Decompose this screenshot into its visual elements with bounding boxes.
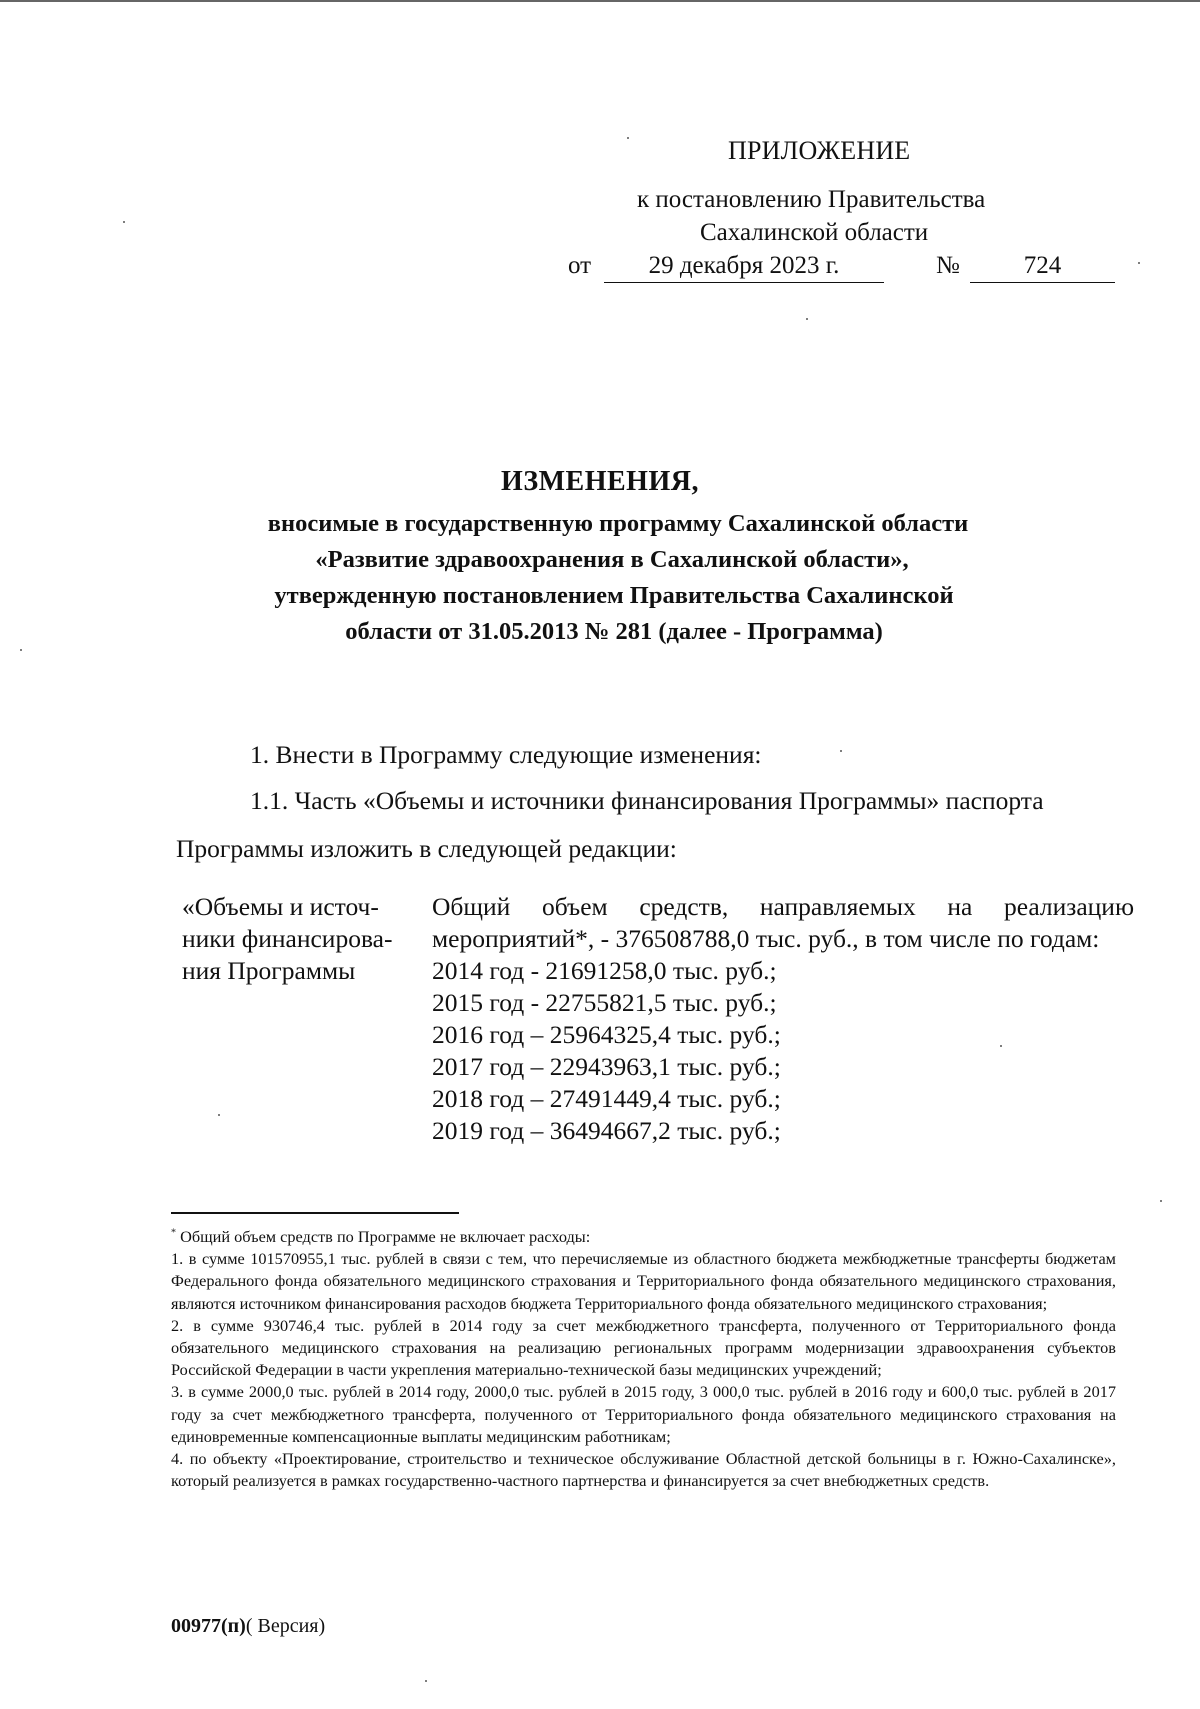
resolution-number: 724 (970, 252, 1115, 283)
footnote (171, 1226, 1116, 1492)
scan-speck (806, 318, 808, 320)
document-version: ( Версия) (245, 1615, 326, 1637)
number-label: № (936, 252, 960, 279)
document-code (171, 1615, 325, 1638)
heading-line-2: «Развитие здравоохранения в Сахалинской области», (315, 546, 909, 573)
resolution-date: 29 декабря 2023 г. (604, 252, 884, 283)
scan-speck (1000, 1045, 1002, 1047)
heading-line-1: вносимые в государственную программу Сахалинской области (267, 510, 969, 537)
financing-year: 2016 год – 25964325,4 тыс. руб.; (432, 1020, 781, 1049)
heading-line-3: утвержденную постановлением Правительства Сахалинской (274, 582, 954, 609)
financing-year: 2015 год - 22755821,5 тыс. руб.; (432, 988, 777, 1017)
scan-speck (1138, 262, 1140, 264)
paragraph-1-1: 1.1. Часть «Объемы и источники финансирования Программы» паспорта (250, 786, 1044, 815)
footnote-separator (171, 1212, 459, 1214)
scan-speck (425, 1680, 427, 1682)
from-label: от (568, 252, 592, 279)
scan-speck (123, 221, 125, 223)
financing-total: Общий объем средств, направляемых на реализацию мероприятий*, - 376508788,0 тыс. руб., в том числе по годам: (432, 892, 1134, 953)
scan-top-edge (0, 0, 1200, 2)
scan-speck (840, 750, 842, 752)
footnote-item: 3. в сумме 2000,0 тыс. рублей в 2014 году, 2000,0 тыс. рублей в 2015 году, 3 000,0 тыс. рублей в 2016 году и 600,0 тыс. рублей в 2017 году за счет межбюджетного трансферта, полученного от Территориального фонда обязательного медицинского страхования на единовременные компенсационные выплаты медицинским работникам; (171, 1382, 1116, 1446)
heading-line-4: области от 31.05.2013 № 281 (далее - Программа) (345, 618, 883, 645)
document-code-number: 00977(п) (171, 1615, 246, 1637)
financing-label (182, 891, 412, 987)
footnote-intro-text: Общий объем средств по Программе не включает расходы: (176, 1227, 591, 1246)
financing-year: 2018 год – 27491449,4 тыс. руб.; (432, 1084, 781, 1113)
appendix-line-2: Сахалинской области (700, 219, 929, 246)
financing-label-line: ники финансирова- (182, 924, 393, 953)
financing-label-line: «Объемы и источ- (182, 892, 379, 921)
footnote-marker: * (171, 1227, 176, 1239)
financing-section (182, 891, 1134, 1191)
financing-year: 2019 год – 36494667,2 тыс. руб.; (432, 1116, 781, 1145)
appendix-line-1: к постановлению Правительства (637, 186, 986, 213)
financing-content (432, 891, 1134, 1147)
footnote-item: 4. по объекту «Проектирование, строительство и техническое обслуживание Областной детской больницы в г. Южно-Сахалинске», который реализуется в рамках государственно-частного партнерства и финансируется за счет внебюджетных средств. (171, 1449, 1116, 1491)
footnote-intro (171, 1226, 1116, 1248)
footnote-item: 2. в сумме 930746,4 тыс. рублей в 2014 году за счет межбюджетного трансферта, полученного от Территориального фонда обязательного медицинского страхования на реализацию региональных программ модернизации здравоохранения субъектов Российской Федерации в части укрепления материально-технической базы медицинских учреждений; (171, 1315, 1116, 1380)
financing-year: 2017 год – 22943963,1 тыс. руб.; (432, 1052, 781, 1081)
scan-speck (20, 649, 22, 651)
financing-label-line: ния Программы (182, 956, 356, 985)
paragraph-1: 1. Внести в Программу следующие изменения: (250, 740, 762, 769)
document-heading: ИЗМЕНЕНИЯ, (501, 466, 699, 497)
scan-speck (627, 137, 629, 139)
financing-year: 2014 год - 21691258,0 тыс. руб.; (432, 956, 777, 985)
footnote-item: 1. в сумме 101570955,1 тыс. рублей в связи с тем, что перечисляемые из областного бюджета межбюджетные трансферты бюджетам Федерального фонда обязательного медицинского страхования и Территориального фонда обязательного медицинского страхования, являются источником финансирования расходов бюджета Территориального фонда обязательного медицинского страхования; (171, 1249, 1116, 1313)
paragraph-1-1-continued: Программы изложить в следующей редакции: (176, 834, 677, 863)
scan-speck (1160, 1200, 1162, 1202)
appendix-title: ПРИЛОЖЕНИЕ (728, 136, 911, 165)
scan-speck (218, 1114, 220, 1116)
